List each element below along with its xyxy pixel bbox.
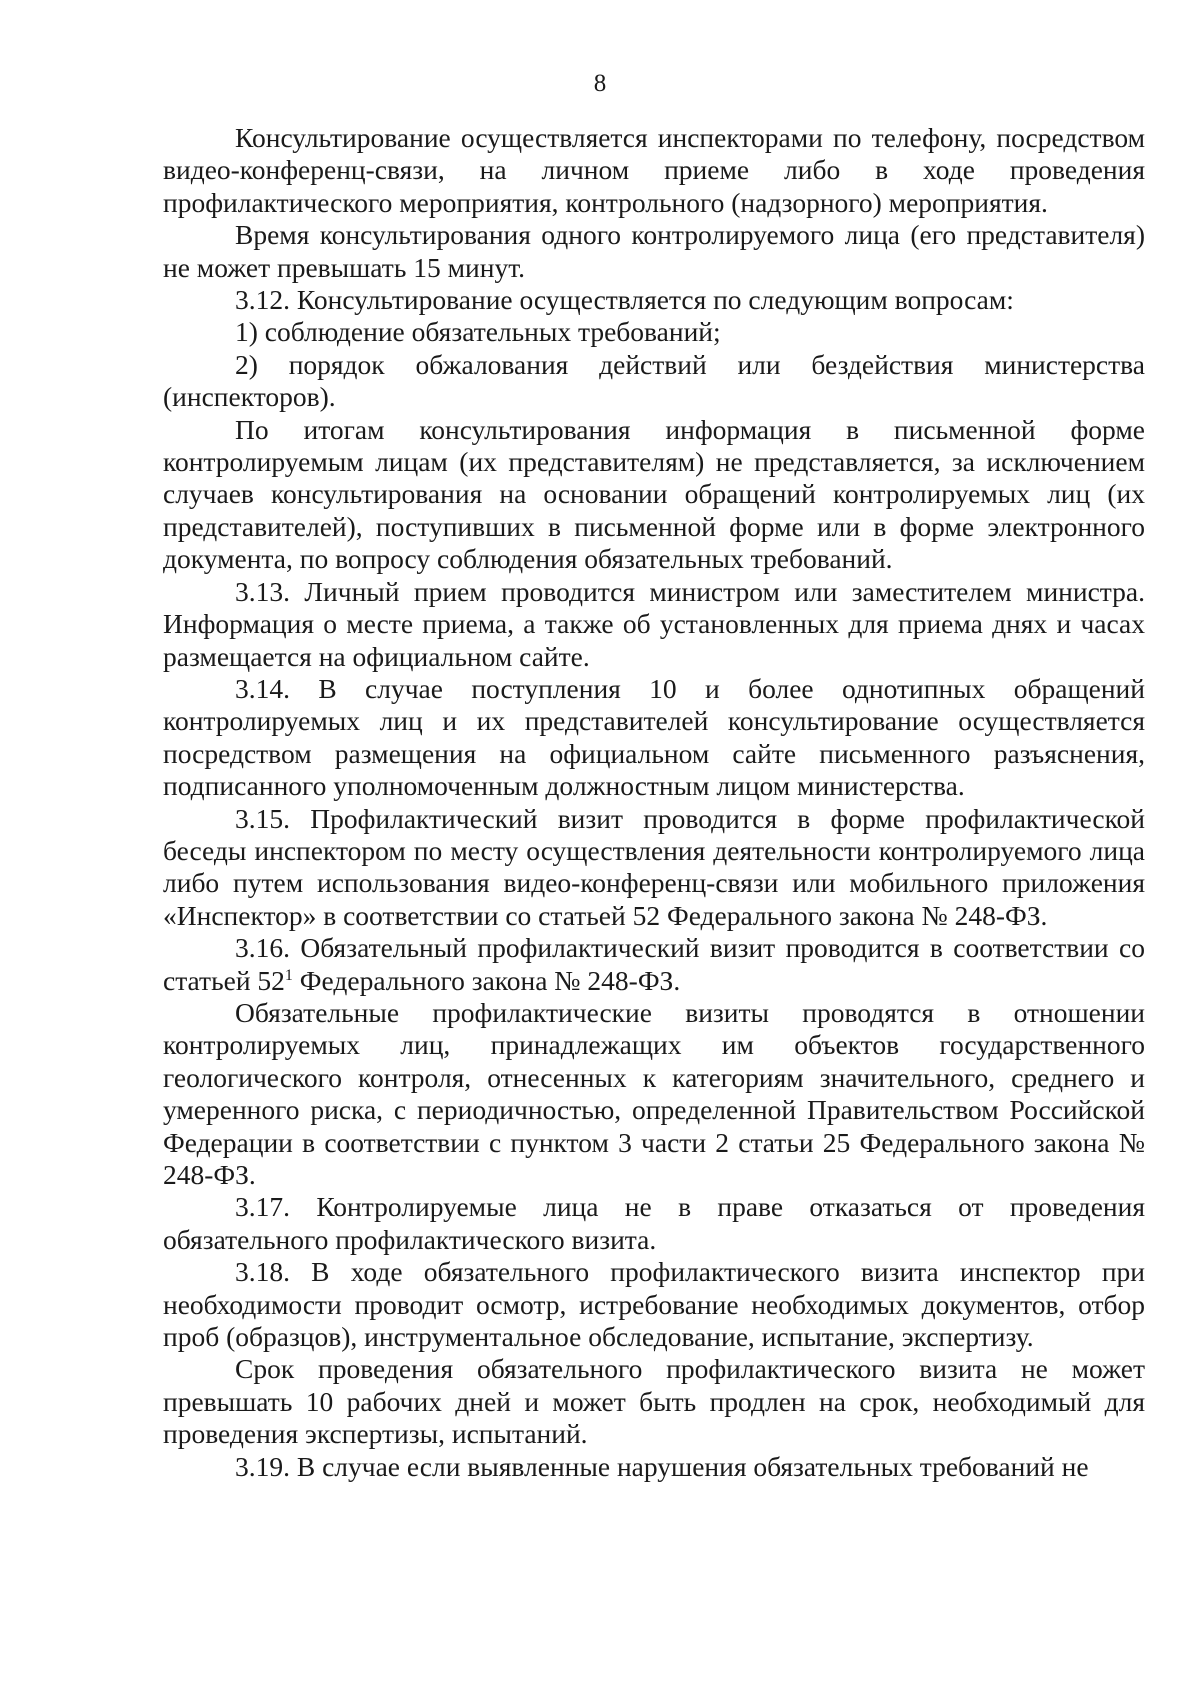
page-number: 8 <box>593 70 607 97</box>
list-item-2: 2) порядок обжалования действий или бездействия министерства (инспекторов). <box>163 348 1145 413</box>
document-body <box>163 122 1145 1483</box>
paragraph-3-13: 3.13. Личный прием проводится министром или заместителем министра. Информация о месте приема, а также об установленных для приема днях и часах размещается на официальном сайте. <box>163 575 1145 672</box>
paragraph-written-answers: По итогам консультирования информация в письменной форме контролируемым лицам (их представителям) не представляется, за исключением случаев консультирования на основании обращений контролируемых лиц (их представителей), поступивших в письменной форме или в форме электронного документа, по вопросу соблюдения обязательных требований. <box>163 413 1145 575</box>
paragraph-3-14: 3.14. В случае поступления 10 и более однотипных обращений контролируемых лиц и их представителей консультирование осуществляется посредством размещения на официальном сайте письменного разъяснения, подписанного уполномоченным должностным лицом министерства. <box>163 672 1145 802</box>
paragraph-consulting-time: Время консультирования одного контролируемого лица (его представителя) не может превышать 15 минут. <box>163 219 1145 283</box>
paragraph-mandatory-visits: Обязательные профилактические визиты проводятся в отношении контролируемых лиц, принадлежащих им объектов государственного геологического контроля, отнесенных к категориям значительного, среднего и умеренного риска, с периодичностью, определенной Правительством Российской Федерации в соответствии с пунктом 3 части 2 статьи 25 Федерального закона № 248-ФЗ. <box>163 996 1145 1190</box>
paragraph-consulting-methods: Консультирование осуществляется инспекторами по телефону, посредством видео-конференц-связи, на личном приеме либо в ходе проведения профилактического мероприятия, контрольного (надзорного) мероприятия. <box>163 122 1145 218</box>
paragraph-3-16 <box>163 932 1145 997</box>
paragraph-3-18: 3.18. В ходе обязательного профилактического визита инспектор при необходимости проводит осмотр, истребование необходимых документов, отбор проб (образцов), инструментальное обследование, испытание, экспертизу. <box>163 1256 1145 1353</box>
paragraph-3-17: 3.17. Контролируемые лица не в праве отказаться от проведения обязательного профилактического визита. <box>163 1191 1145 1255</box>
superscript-1: 1 <box>284 966 293 984</box>
paragraph-3-16-text: 3.16. Обязательный профилактический визит проводится в соответствии со статьей 52 <box>163 932 1145 996</box>
paragraph-3-16-tail: Федерального закона № 248-ФЗ. <box>292 964 681 996</box>
paragraph-3-19: 3.19. В случае если выявленные нарушения обязательных требований не <box>235 1450 1089 1482</box>
paragraph-visit-duration: Срок проведения обязательного профилактического визита не может превышать 10 рабочих дней и может быть продлен на срок, необходимый для проведения экспертизы, испытаний. <box>163 1353 1145 1450</box>
paragraph-3-15: 3.15. Профилактический визит проводится в форме профилактической беседы инспектором по месту осуществления деятельности контролируемого лица либо путем использования видео-конференц-связи или мобильного приложения «Инспектор» в соответствии со статьей 52 Федерального закона № 248-ФЗ. <box>163 802 1145 931</box>
paragraph-3-12: 3.12. Консультирование осуществляется по следующим вопросам: <box>235 284 1014 316</box>
list-item-1: 1) соблюдение обязательных требований; <box>235 316 721 348</box>
